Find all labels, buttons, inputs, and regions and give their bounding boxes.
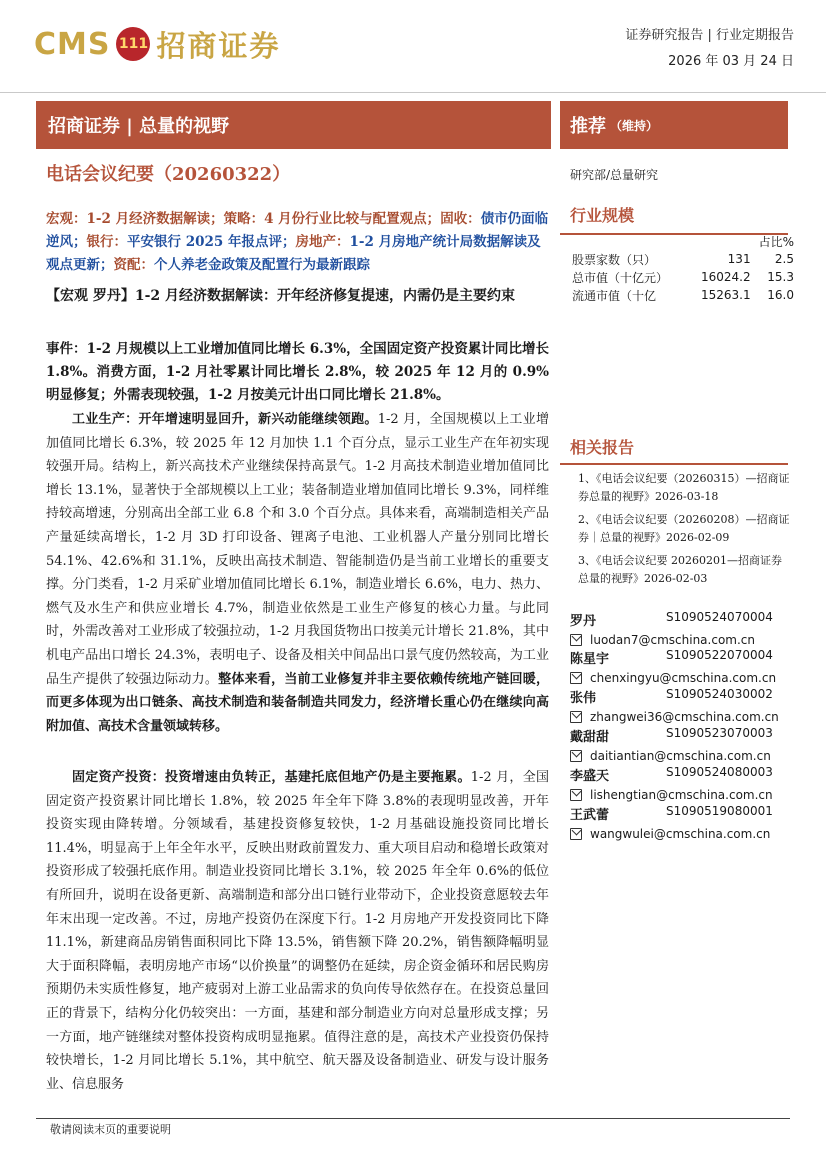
summary-text-strategy: 4 月份行业比较与配置观点； [264, 211, 441, 227]
analyst-card [570, 648, 790, 688]
logo-badge-icon: 111 [116, 27, 150, 61]
summary-label-bank: 银行： [86, 234, 127, 250]
mail-icon [570, 634, 582, 646]
analyst-card [570, 610, 790, 650]
analyst-email[interactable]: zhangwei36@cmschina.com.cn [590, 710, 779, 724]
industry-conclusion: 整体来看，当前工业修复并非主要依赖传统地产链回暖，而更多体现为出口链条、高技术制造和装备制造共同发力，经济增长重心仍在继续向高附加值、高技术含量领域转移。 [46, 671, 549, 734]
table-cell-pct: 2.5 [774, 252, 794, 266]
analyst-name: 张伟 [570, 691, 597, 706]
footer-disclaimer: 敬请阅读末页的重要说明 [50, 1123, 171, 1136]
department: 研究部/总量研究 [570, 168, 659, 182]
fai-lead: 固定资产投资：投资增速由负转正，基建托底但地产仍是主要拖累。 [72, 770, 471, 785]
related-report-link[interactable]: 2、《电话会议纪要（20260208）—招商证券｜总量的视野》2026-02-09 [578, 513, 790, 544]
analyst-cert-code: S1090519080001 [666, 804, 773, 818]
summary-text-allocation: 个人养老金政策及配置行为最新跟踪 [154, 257, 370, 273]
related-reports-heading: 相关报告 [570, 438, 635, 457]
industry-paragraph [46, 408, 549, 738]
analyst-card [570, 726, 790, 766]
related-reports-list [578, 470, 790, 593]
analyst-email[interactable]: chenxingyu@cmschina.com.cn [590, 671, 777, 685]
analyst-email[interactable]: daitiantian@cmschina.com.cn [590, 749, 771, 763]
footer-divider [36, 1118, 790, 1119]
table-cell-value: 16024.2 [700, 270, 751, 284]
analyst-cert-code: S1090524080003 [666, 765, 773, 779]
summary-label-fixed-income: 固收： [440, 211, 481, 227]
report-type: 证券研究报告 | 行业定期报告 [625, 28, 794, 43]
mail-icon [570, 828, 582, 840]
table-cell-label: 流通市值（十亿 [572, 288, 657, 303]
logo-chinese-name: 招商证券 [156, 28, 281, 63]
fai-body: 1-2 月，全国固定资产投资累计同比增长 1.8%，较 2025 年全年下降 3.8%的表现明显改善，开年投资实现由降转增。分领域看，基建投资修复较快，1-2 月基础设施投资同比增长 11.4%，明显高于上年全年水平，反映出财政前置发力、重大项目启动和稳增长政策对投资形成了较强托底作用。制造业投资同比增长 3.1%，较 2025 年全年 0.6%的低位有所回升，说明在设备更新、高端制造和部分出口链行业带动下，企业投资意愿较去年年末出现一定改善。不过，房地产投资仍在深度下行。1-2 月房地产开发投资同比下降 11.1%，新建商品房销售面积同比下降 13.5%，销售额下降 20.2%，销售额降幅明显大于面积降幅，表明房地产市场“以价换量”的调整仍在延续，房企资金循环和居民购房预期仍未实质性修复，地产疲弱对上游工业品需求的负向传导依然存在。在投资总量回正的背景下，结构分化仍较突出：一方面，基建和部分制造业方向对总量形成支撑；另一方面，地产链继续对整体投资构成明显拖累。值得注意的是，高技术产业投资仍保持较快增长，1-2 月同比增长 5.1%，其中航空、航天器及设备制造业、研发与设计服务业、信息服务 [46, 770, 549, 1092]
analyst-name: 李盛天 [570, 769, 610, 784]
analyst-name: 陈星宇 [570, 652, 610, 667]
table-cell-label: 股票家数（只） [572, 252, 657, 267]
summary-text-fixed-income: 债市仍面临逆风； [46, 211, 549, 250]
related-reports-rule [560, 463, 788, 465]
summary-block [46, 208, 550, 277]
table-row [572, 286, 794, 304]
industry-body: 1-2 月，全国规模以上工业增加值同比增长 6.3%，较 2025 年 12 月加快 1.1 个百分点，显示工业生产在年初实现较强开局。结构上，新兴高技术产业继续保持高景气。1-2 月高技术制造业增加值同比增长 13.1%，显著快于全部规模以上工业；装备制造业增加值同比增长 9.3%，同样维持较高增速，分别高出全部工业 6.8 个和 3.0 个百分点。具体来看，高端制造相关产品产量延续高增长，1-2 月 3D 打印设备、锂离子电池、工业机器人产量分别同比增长 54.1%、42.6%和 31.1%，反映出高技术制造、智能制造仍是当前工业增长的重要支撑。分门类看，1-2 月采矿业增加值同比增长 6.1%，制造业增长 6.6%，电力、热力、燃气及水生产和供应业增长 4.7%，制造业依然是工业生产修复的核心力量。与此同时，外需改善对工业形成了较强拉动，1-2 月我国货物出口按美元计增长 21.8%，其中机电产品出口增长 24.3%，表明电子、设备及相关中间品出口景气度仍然较高，为工业品生产提供了较强边际动力。 [46, 412, 549, 687]
analyst-cert-code: S1090523070003 [666, 726, 773, 740]
summary-label-real-estate: 房地产： [295, 234, 350, 250]
event-paragraph: 事件：1-2 月规模以上工业增加值同比增长 6.3%，全国固定资产投资累计同比增长 1.8%。消费方面，1-2 月社零累计同比增长 2.8%，较 2025 年 12 月的 0.9%明显修复；外需表现较强，1-2 月按美元计出口同比增长 21.8%。 [46, 341, 549, 403]
mail-icon [570, 711, 582, 723]
series-banner: 招商证券 | 总量的视野 [36, 101, 551, 149]
header-divider [0, 92, 826, 93]
summary-label-macro: 宏观： [46, 211, 87, 227]
analyst-cert-code: S1090522070004 [666, 648, 773, 662]
summary-text-macro: 1-2 月经济数据解读； [86, 211, 224, 227]
table-header-pct: 占比% [758, 234, 794, 249]
table-cell-pct: 16.0 [767, 288, 794, 302]
analyst-cert-code: S1090524030002 [666, 687, 773, 701]
summary-text-real-estate: 1-2 月房地产统计局数据解读及观点更新； [46, 234, 541, 273]
analyst-email[interactable]: wangwulei@cmschina.com.cn [590, 827, 771, 841]
summary-text-bank: 平安银行 2025 年报点评； [127, 234, 296, 250]
rating-label: 推荐 [570, 116, 606, 137]
industry-scale-heading: 行业规模 [570, 206, 635, 225]
table-row [572, 268, 794, 286]
table-row [572, 250, 794, 268]
analyst-cert-code: S1090524070004 [666, 610, 773, 624]
summary-label-strategy: 策略： [223, 211, 265, 227]
industry-scale-table [572, 232, 794, 304]
analyst-email[interactable]: lishengtian@cmschina.com.cn [590, 788, 773, 802]
mail-icon [570, 789, 582, 801]
analyst-name: 戴甜甜 [570, 730, 610, 745]
analyst-card [570, 765, 790, 805]
analyst-name: 王武蕾 [570, 808, 610, 823]
analyst-card [570, 687, 790, 727]
summary-label-allocation: 资配： [113, 257, 154, 273]
rating-box [560, 101, 788, 149]
mail-icon [570, 750, 582, 762]
table-cell-value: 131 [727, 252, 751, 266]
fai-paragraph [46, 766, 549, 1096]
rating-note: （维持） [610, 118, 659, 133]
report-date: 2026 年 03 月 24 日 [668, 54, 794, 69]
logo-text: CMS [34, 26, 111, 62]
report-title: 电话会议纪要（20260322） [46, 164, 291, 185]
analyst-name: 罗丹 [570, 614, 597, 629]
company-logo [34, 22, 281, 66]
macro-section-heading: 【宏观 罗丹】1-2 月经济数据解读：开年经济修复提速，内需仍是主要约束 [46, 288, 516, 304]
table-cell-value: 15263.1 [700, 288, 751, 302]
mail-icon [570, 672, 582, 684]
related-report-link[interactable]: 1、《电话会议纪要（20260315）—招商证券总量的视野》2026-03-18 [578, 472, 790, 503]
table-cell-pct: 15.3 [767, 270, 794, 284]
analyst-card [570, 804, 790, 844]
analyst-email[interactable]: luodan7@cmschina.com.cn [590, 633, 755, 647]
table-row [572, 232, 794, 250]
table-cell-label: 总市值（十亿元） [572, 270, 669, 285]
related-report-link[interactable]: 3、《电话会议纪要 20260201—招商证券总量的视野》2026-02-03 [578, 554, 782, 585]
industry-lead: 工业生产：开年增速明显回升，新兴动能继续领跑。 [72, 412, 378, 427]
